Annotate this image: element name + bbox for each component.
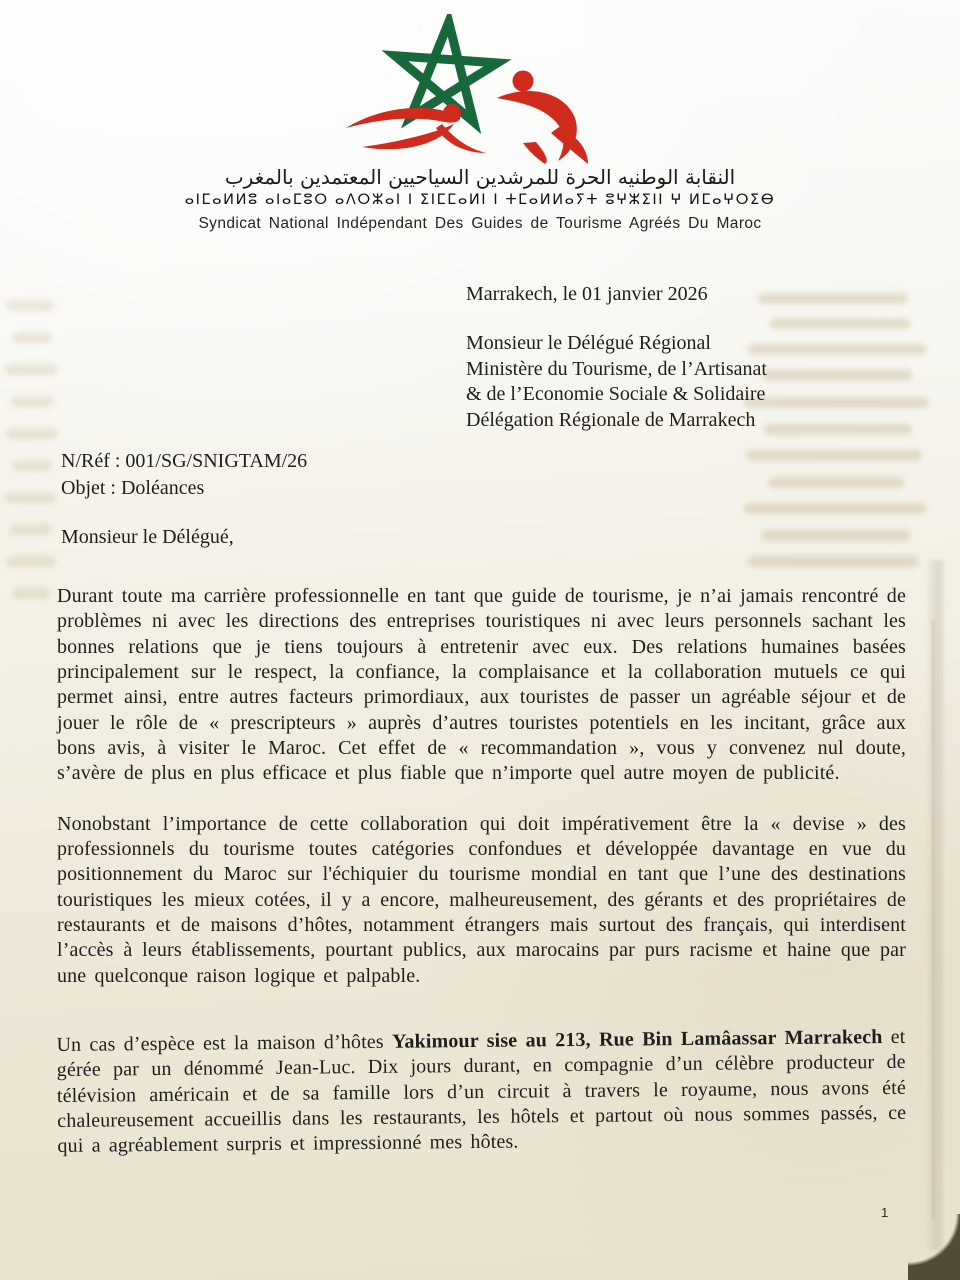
bleedthrough-ghost-line: [10, 524, 52, 535]
bleedthrough-ghost-line: [770, 318, 910, 329]
text-segment: Durant toute ma carrière professionnelle en tant que guide de tourisme, je n’ai jamais rencontré de problèmes ni avec les directions des entreprises touristiques ni avec leurs personnels sachant les bonnes relations que je tiens toujours à entretenir avec eux. Des relations humaines basées principalement sur le respect, la confiance, la complaisance et la collaboration mutuels ce qui permet ainsi, entre autres facteurs primordiaux, aux touristes de passer un agréable séjour et de jouer le rôle de « prescripteurs » auprès d’autres touristes potentiels en les incitant, grâce aux bons avis, à visiter le Maroc. Cet effet de « recommandation », vous y convenez nul doute, s’avère de plus en plus efficace et plus fiable que n’importe quel autre moyen de publicité.: [57, 585, 906, 785]
recipient-line: Délégation Régionale de Marrakech: [466, 408, 756, 431]
paper-edge-line: [932, 620, 934, 1220]
subject-line: Objet : Doléances: [61, 476, 205, 499]
bleedthrough-ghost-line: [764, 424, 912, 435]
recipient-line: Monsieur le Délégué Régional: [466, 332, 711, 354]
organization-logo: [340, 14, 620, 164]
salutation: Monsieur le Délégué,: [61, 526, 234, 548]
page-number: 1: [881, 1205, 889, 1220]
text-segment: et gérée par un dénommé Jean-Luc. Dix jours durant, en compagnie d’un célèbre producteur de télévision américain et de sa famille lors d’un circuit à travers le royaume, nous avons été chaleureusement accueillis dans les restaurants, les hôtels et partout où nous sommes passés, ce qui a agréablement surpris et impressionné mes hôtes.: [56, 1026, 907, 1158]
reference-block: [61, 448, 307, 501]
bleedthrough-ghost-line: [6, 428, 58, 439]
bleedthrough-ghost-line: [12, 332, 52, 343]
body-paragraph: [57, 584, 906, 787]
org-name-arabic: النقابة الوطنيه الحرة للمرشدين السياحيين المعتمدين بالمغرب: [224, 165, 736, 189]
date-line: Marrakech, le 01 janvier 2026: [466, 283, 708, 305]
bleedthrough-ghost-line: [762, 370, 912, 381]
bleedthrough-ghost-line: [12, 588, 50, 599]
bleedthrough-ghost-line: [4, 492, 56, 503]
photo-background-corner: [908, 1214, 960, 1280]
bleedthrough-ghost-line: [4, 364, 58, 375]
letter-body: [57, 584, 906, 1185]
body-paragraph: [57, 812, 906, 989]
bleedthrough-ghost-line: [12, 460, 52, 471]
recipient-line: Ministère du Tourisme, de l’Artisanat: [466, 357, 767, 380]
bleedthrough-ghost-line: [748, 344, 926, 355]
org-name-tifinagh: ⴰⵏⵎⴰⵍⵍⵓ ⴰⵏⴰⵎⵓⵔ ⴰⴷⵔⵣⴰⵏ ⵏ ⵉⵏⵎⵎⴰⵍⵏ ⵏ ⵜⵎⴰⵍⵍⴰⵢⵜ ⵓⵖⵣⵉⵏⵏ ⵖ ⵍⵎⴰⵖⵔⵉⴱ: [184, 192, 776, 208]
reference-line: N/Réf : 001/SG/SNIGTAM/26: [61, 450, 308, 472]
bleedthrough-ghost-line: [768, 477, 904, 488]
bleedthrough-ghost-line: [10, 396, 54, 407]
paper-edge-shadow: [926, 560, 948, 1250]
red-figure-right: [497, 71, 588, 165]
org-name-french: Syndicat National Indépendant Des Guides de Tourisme Agréés Du Maroc: [198, 215, 762, 232]
text-segment: Un cas d’espèce est la maison d’hôtes: [56, 1030, 393, 1057]
bleedthrough-ghost-line: [762, 530, 910, 541]
text-segment: Nonobstant l’importance de cette collaboration qui doit impérativement être la « devise » des professionnels du tourisme toutes catégories confondues et développée davantage en vue du positionnement du Maroc sur l'échiquier du tourisme mondial en tant que l’une des destinations touristiques les mieux cotées, il y a encore, malheureusement, des gérants et des propriétaires de restaurants et de maisons d’hôtes, notamment étrangers mais surtout des français, qui interdisent l’accès à leurs établissements, pourtant publics, aux marocains par purs racisme et haine que par une quelconque raison logique et palpable.: [57, 812, 906, 987]
recipient-block: [466, 331, 767, 433]
bleedthrough-ghost-line: [746, 450, 922, 461]
bold-text-segment: Yakimour sise au 213, Rue Bin Lamâassar Marrakech: [391, 1026, 883, 1053]
bleedthrough-ghost-line: [748, 556, 918, 567]
bleedthrough-ghost-line: [758, 293, 908, 304]
body-paragraph: [56, 1025, 906, 1160]
bleedthrough-ghost-line: [744, 503, 926, 514]
bleedthrough-ghost-line: [6, 556, 56, 567]
recipient-line: & de l’Economie Sociale & Solidaire: [466, 383, 766, 406]
bleedthrough-ghost-line: [744, 397, 929, 408]
letterhead: [0, 14, 960, 234]
bleedthrough-ghost-line: [6, 300, 54, 311]
